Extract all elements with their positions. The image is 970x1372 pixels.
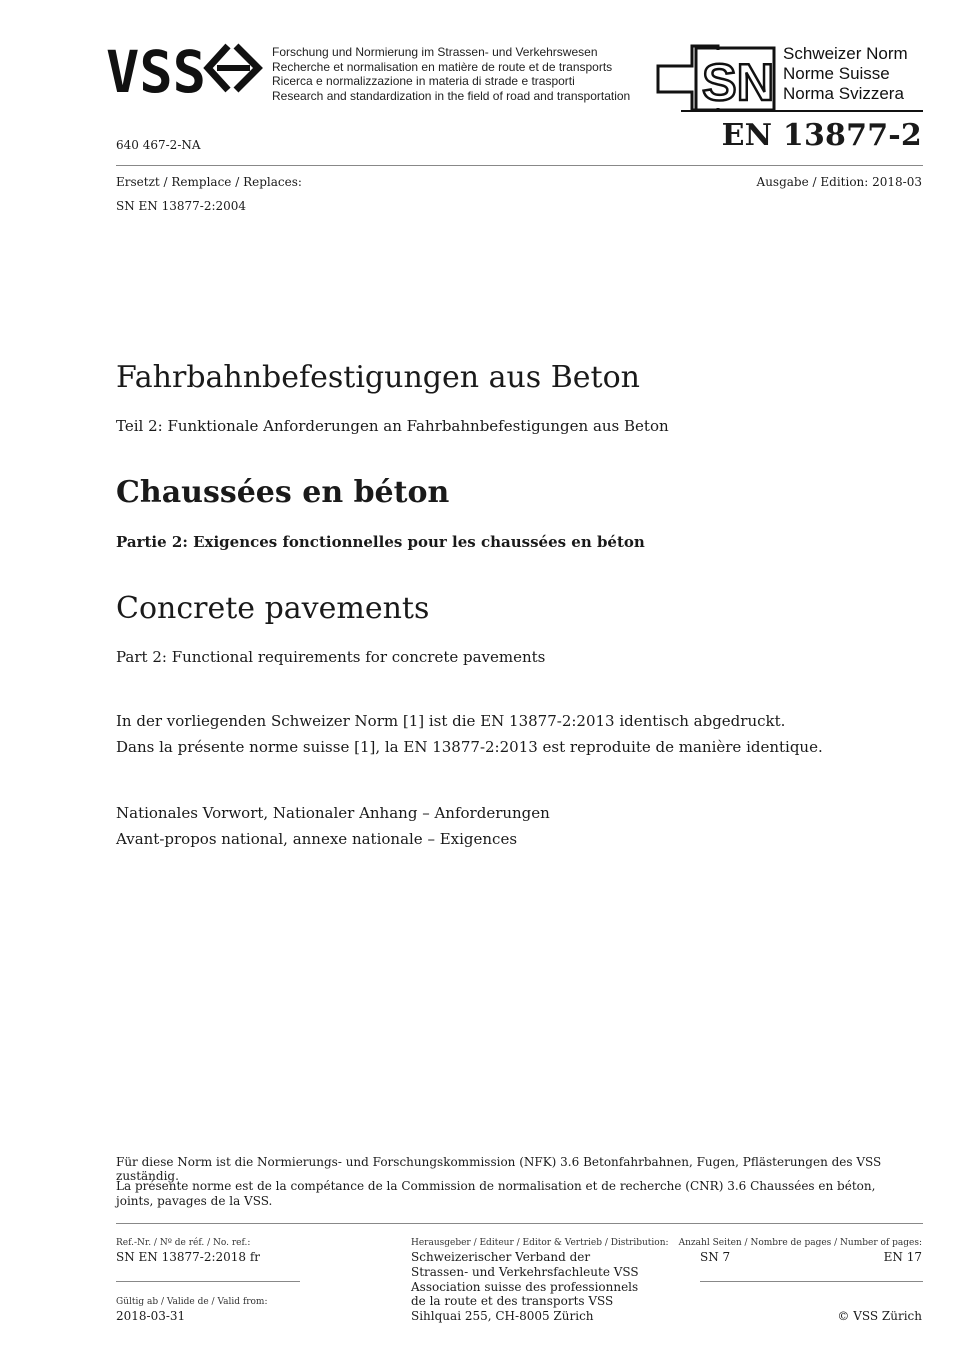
annex-german: Nationales Vorwort, Nationaler Anhang – Anforderungen: [116, 804, 550, 822]
vss-desc-fr: Recherche et normalisation en matière de route et de transports: [272, 59, 613, 74]
subtitle-german: Teil 2: Funktionale Anforderungen an Fahrbahnbefestigungen aus Beton: [116, 417, 669, 435]
publisher-line: de la route et des transports VSS: [411, 1294, 614, 1309]
sn-name-fr: Norme Suisse: [783, 64, 890, 83]
edition-date: Ausgabe / Edition: 2018-03: [756, 175, 922, 189]
publisher-label: Herausgeber / Editeur / Editor & Vertrieb / Distribution:: [411, 1238, 669, 1248]
footer-divider: [116, 1223, 923, 1224]
sn-name-de: Schweizer Norm: [783, 44, 908, 63]
replaces-value: SN EN 13877-2:2004: [116, 199, 247, 213]
replaces-label: Ersetzt / Remplace / Replaces:: [116, 175, 302, 189]
responsibility-french: La présente norme est de la compétance de la Commission de normalisation et de recherche (CNR) 3.6 Chaussées en béton, joints, pavages de la VSS.: [116, 1179, 876, 1208]
vss-desc-en: Research and standardization in the field of road and transportation: [272, 88, 631, 103]
header-divider: [116, 165, 923, 166]
annex-french: Avant-propos national, annexe nationale – Exigences: [116, 830, 518, 848]
pages-divider: [700, 1281, 923, 1282]
ref-divider: [116, 1281, 300, 1282]
sn-name-it: Norma Svizzera: [783, 84, 904, 103]
publisher-line: Sihlquai 255, CH-8005 Zürich: [411, 1309, 594, 1324]
pages-sn: SN 7: [700, 1250, 731, 1264]
valid-from-label: Gültig ab / Valide de / Valid from:: [116, 1297, 268, 1307]
publisher-line: Schweizerischer Verband der: [411, 1250, 591, 1264]
publisher-line: Association suisse des professionnels: [411, 1279, 639, 1294]
subtitle-french: Partie 2: Exigences fonctionnelles pour les chaussées en béton: [116, 533, 645, 551]
subtitle-english: Part 2: Functional requirements for concrete pavements: [116, 648, 546, 666]
ref-label: Ref.-Nr. / Nº de réf. / No. ref.:: [116, 1238, 251, 1248]
statement-german: In der vorliegenden Schweizer Norm [1] ist die EN 13877-2:2013 identisch abgedruckt.: [116, 712, 786, 730]
vss-logo-text: VSS: [106, 40, 206, 100]
document-ref-number: 640 467-2-NA: [116, 138, 201, 152]
sn-logo-text: SN: [702, 54, 775, 112]
pages-en: EN 17: [883, 1250, 922, 1264]
title-english: Concrete pavements: [116, 591, 430, 626]
valid-from-value: 2018-03-31: [116, 1309, 186, 1323]
sn-underline: [681, 110, 923, 112]
pages-label: Anzahl Seiten / Nombre de pages / Number of pages:: [678, 1238, 922, 1248]
responsibility-german: Für diese Norm ist die Normierungs- und Forschungskommission (NFK) 3.6 Betonfahrbahnen, Fugen, Pflästerungen des VSS zuständig.: [116, 1155, 882, 1183]
publisher-address: [411, 1250, 639, 1324]
title-german: Fahrbahnbefestigungen aus Beton: [116, 360, 640, 395]
publisher-line: Strassen- und Verkehrsfachleute VSS: [411, 1264, 639, 1279]
statement-french: Dans la présente norme suisse [1], la EN 13877-2:2013 est reproduite de manière identique.: [116, 738, 823, 756]
sn-names: [783, 44, 908, 104]
vss-logo: [106, 40, 266, 104]
sn-logo: [656, 44, 776, 118]
norm-number: EN 13877-2: [721, 118, 922, 153]
vss-description: [272, 45, 630, 103]
copyright: © VSS Zürich: [837, 1309, 922, 1323]
vss-desc-de: Forschung und Normierung im Strassen- und Verkehrswesen: [272, 45, 598, 59]
title-french: Chaussées en béton: [116, 475, 450, 510]
ref-value: SN EN 13877-2:2018 fr: [116, 1250, 261, 1264]
vss-desc-it: Ricerca e normalizzazione in materia di strade e trasporti: [272, 74, 575, 88]
